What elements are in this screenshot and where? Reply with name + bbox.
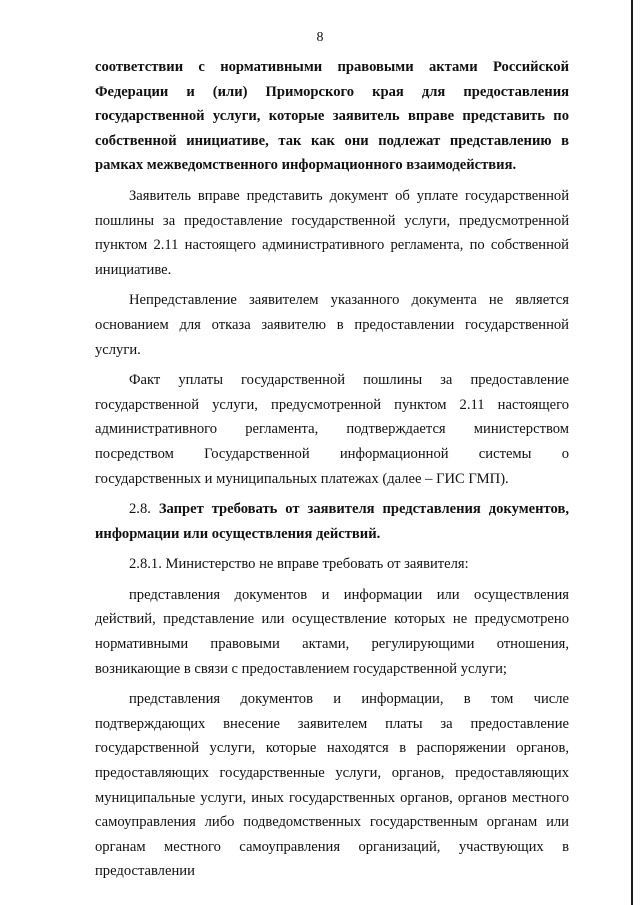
paragraph-not-provided: представления документов и информации или осуществления действий, представление или осуществление которых не предусмотрено нормативными правовыми актами, регулирующими отношения, возникающие в связи с предоставлением государственной услуги; bbox=[95, 586, 569, 677]
section-heading-2-8 bbox=[95, 497, 569, 546]
page-number: 8 bbox=[316, 30, 324, 45]
paragraph-2-8-1: 2.8.1. Министерство не вправе требовать от заявителя: bbox=[129, 556, 469, 573]
paragraph-state-fee-right: Заявитель вправе представить документ об уплате государственной пошлины за предоставление государственной услуги, предусмотренной пунктом 2.11 настоящего административного регламента, по собственной инициативе. bbox=[95, 187, 569, 278]
paragraph-continuation: соответствии с нормативными правовыми актами Российской Федерации и (или) Приморского края для предоставления государственной услуги, которые заявитель вправе представить по собственной инициативе, так как они подлежат представлению в рамках межведомственного информационного взаимодействия. bbox=[95, 59, 569, 174]
section-number: 2.8. bbox=[129, 501, 151, 518]
paragraph-fee-confirmation: Факт уплаты государственной пошлины за предоставление государственной услуги, предусмотренной пунктом 2.11 настоящего административного регламента, подтверждается министерством посредством Государственной информационной системы о государственных и муниципальных платежах (далее – ГИС ГМП). bbox=[95, 372, 569, 487]
paragraph-in-possession: представления документов и информации, в том числе подтверждающих внесение заявителем платы за предоставление государственной услуги, которые находятся в распоряжении органов, предоставляющих государственные услуги, органов, предоставляющих муниципальные услуги, иных государственных органов, органов местного самоуправления либо подведомственных государственным органам или органам местного самоуправления организаций, участвующих в предоставлении bbox=[95, 691, 569, 880]
section-title: Запрет требовать от заявителя представления документов, информации или осуществления действий. bbox=[95, 501, 569, 542]
document-body bbox=[95, 55, 569, 884]
paragraph-non-submission: Непредставление заявителем указанного документа не является основанием для отказа заявителю в предоставлении государственной услуги. bbox=[95, 292, 569, 358]
page-edge-border bbox=[631, 0, 633, 905]
